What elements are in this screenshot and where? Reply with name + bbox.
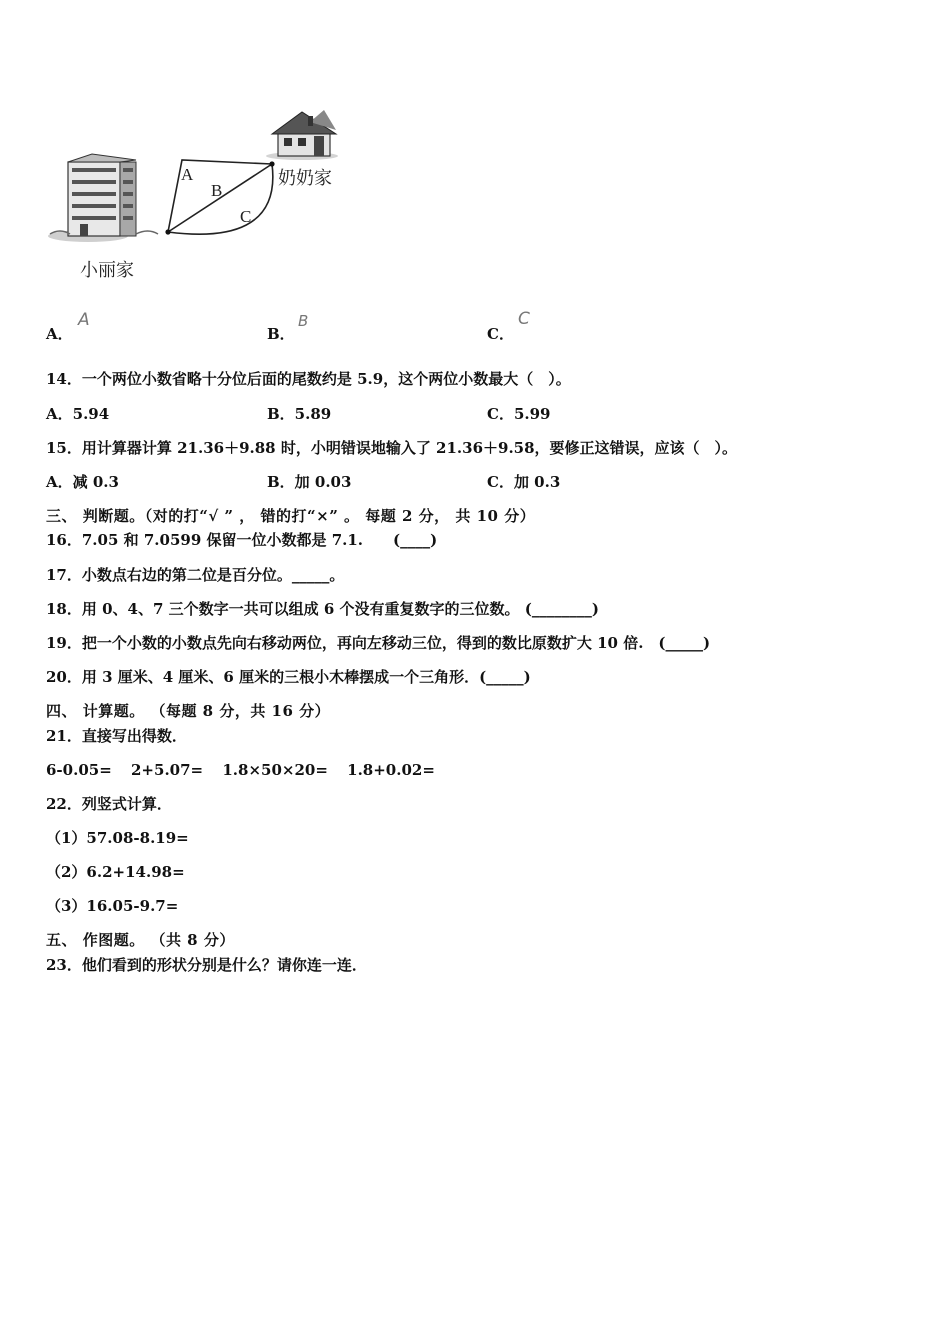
q22-stem: 22．列竖式计算． <box>46 795 172 813</box>
q23: 23．他们看到的形状分别是什么？请你连一连． <box>46 956 367 974</box>
label-xiaoli-home: 小丽家 <box>80 260 134 281</box>
q13-option-a[interactable] <box>46 324 73 344</box>
q14-option-b[interactable]: B．5.89 <box>267 405 332 423</box>
q21-stem: 21．直接写出得数． <box>46 727 187 745</box>
section-3-heading: 三、 判断题。（对的打“√ ” ， 错的打“×” 。 每题 2 分， 共 10 分） <box>46 507 536 525</box>
route-c-label: C <box>240 207 252 226</box>
q13-option-b[interactable] <box>267 324 295 344</box>
q14-option-a[interactable]: A．5.94 <box>46 405 110 423</box>
route-a-label: A <box>181 165 194 184</box>
q21-item: 1.8×50×20= <box>222 761 328 779</box>
q15-option-b[interactable]: B．加 0.03 <box>267 473 352 491</box>
route-figure <box>40 100 370 290</box>
q21-items <box>46 760 449 780</box>
q21-item: 1.8+0.02= <box>347 761 435 779</box>
q13-option-c[interactable] <box>487 324 514 344</box>
house-icon <box>266 110 338 160</box>
q13-option-b-symbol: B <box>298 312 309 330</box>
q16: 16．7.05 和 7.0599 保留一位小数都是 7.1. (____) <box>46 531 438 549</box>
q15-option-c[interactable]: C．加 0.3 <box>487 473 561 491</box>
q22-item-1: （1）57.08-8.19= <box>46 829 189 847</box>
q15-option-a[interactable]: A．减 0.3 <box>46 473 119 491</box>
q17: 17．小数点右边的第二位是百分位。_____。 <box>46 566 345 584</box>
q13-option-b-letter: B． <box>267 325 295 343</box>
q14-option-c[interactable]: C．5.99 <box>487 405 551 423</box>
q21-item: 2+5.07= <box>131 761 204 779</box>
q13-option-c-symbol: C <box>518 309 530 329</box>
q13-option-a-letter: A． <box>46 325 73 343</box>
q18: 18．用 0、4、7 三个数字一共可以组成 6 个没有重复数字的三位数。 (________) <box>46 600 599 618</box>
q13-option-c-letter: C． <box>487 325 514 343</box>
q22-item-3: （3）16.05-9.7= <box>46 897 179 915</box>
label-grandma-home: 奶奶家 <box>278 168 332 189</box>
q21-item: 6-0.05= <box>46 761 112 779</box>
q15-stem: 15．用计算器计算 21.36＋9.88 时，小明错误地输入了 21.36＋9.58，要修正这错误，应该（ ）。 <box>46 439 738 457</box>
q20: 20．用 3 厘米、4 厘米、6 厘米的三根小木棒摆成一个三角形．(_____) <box>46 668 531 686</box>
section-5-heading: 五、 作图题。 （共 8 分） <box>46 931 235 949</box>
q14-stem: 14．一个两位小数省略十分位后面的尾数约是 5.9，这个两位小数最大（ ）。 <box>46 370 571 388</box>
q19: 19．把一个小数的小数点先向右移动两位，再向左移动三位，得到的数比原数扩大 10 倍. (_____) <box>46 634 711 652</box>
apartment-building-icon <box>48 154 158 242</box>
route-b-label: B <box>211 181 223 200</box>
q22-item-2: （2）6.2+14.98= <box>46 863 185 881</box>
section-4-heading: 四、 计算题。 （每题 8 分，共 16 分） <box>46 702 331 720</box>
q13-option-a-symbol: A <box>78 310 90 330</box>
